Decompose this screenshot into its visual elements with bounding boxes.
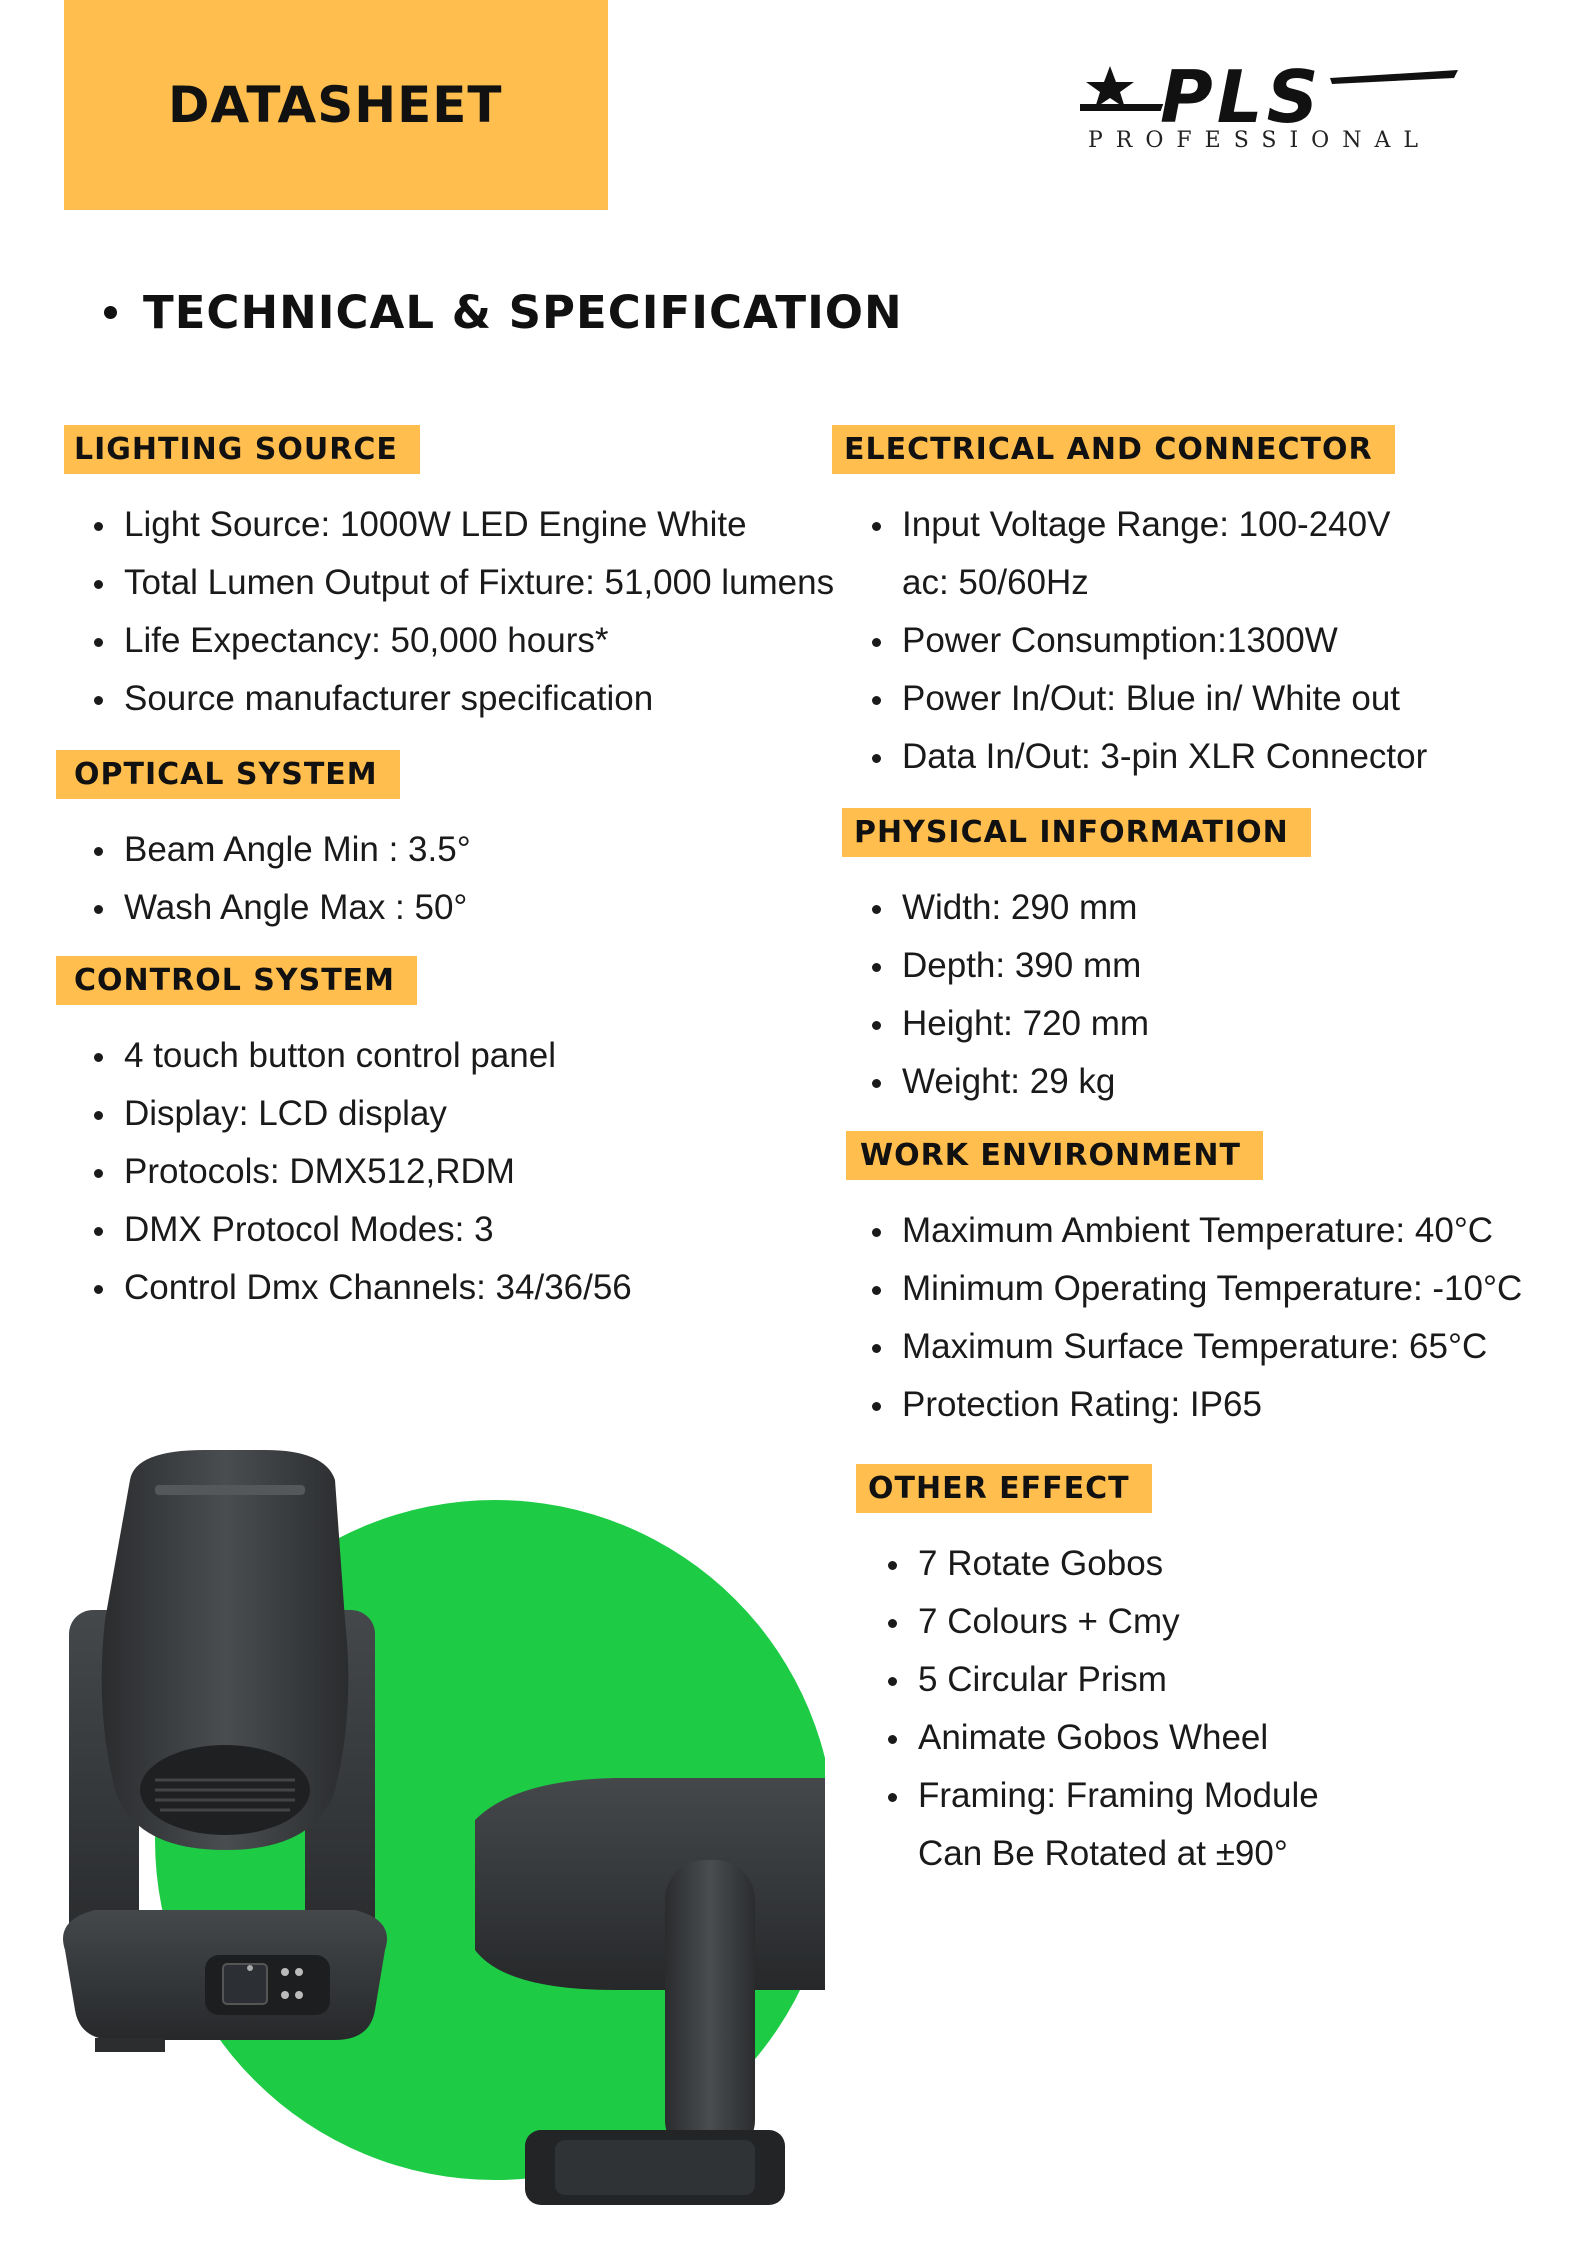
list-item: Wash Angle Max : 50°	[90, 879, 471, 937]
section-label: OPTICAL SYSTEM	[56, 750, 400, 799]
list-item: Depth: 390 mm	[868, 937, 1311, 995]
list-item: Display: LCD display	[90, 1085, 632, 1143]
section-electrical	[832, 425, 1427, 786]
spec-list	[90, 821, 471, 937]
section-physical	[842, 808, 1311, 1111]
list-item: Protection Rating: IP65	[868, 1376, 1522, 1434]
heading-bullet	[104, 306, 117, 319]
list-item: DMX Protocol Modes: 3	[90, 1201, 632, 1259]
spec-list	[868, 879, 1311, 1111]
list-item: Animate Gobos Wheel	[884, 1709, 1319, 1767]
list-item: Beam Angle Min : 3.5°	[90, 821, 471, 879]
list-item: Protocols: DMX512,RDM	[90, 1143, 632, 1201]
list-item: 4 touch button control panel	[90, 1027, 632, 1085]
list-item: Data In/Out: 3-pin XLR Connector	[868, 728, 1427, 786]
spec-list	[868, 1202, 1522, 1434]
spec-list	[868, 496, 1427, 786]
list-item: Input Voltage Range: 100-240V	[868, 496, 1427, 554]
list-item: Power In/Out: Blue in/ White out	[868, 670, 1427, 728]
list-item: 7 Colours + Cmy	[884, 1593, 1319, 1651]
spec-list	[90, 1027, 632, 1317]
logo-professional-text: PROFESSIONAL	[1088, 128, 1431, 153]
section-control-system	[56, 956, 632, 1317]
spec-list	[90, 496, 834, 728]
list-item: Height: 720 mm	[868, 995, 1311, 1053]
section-other-effect	[856, 1464, 1319, 1883]
list-item: Power Consumption:1300W	[868, 612, 1427, 670]
section-label: LIGHTING SOURCE	[64, 425, 420, 474]
page-title: DATASHEET	[168, 76, 503, 134]
list-item: 5 Circular Prism	[884, 1651, 1319, 1709]
main-heading	[104, 286, 903, 339]
spec-list	[884, 1535, 1319, 1883]
list-item: Source manufacturer specification	[90, 670, 834, 728]
section-work-environment	[846, 1131, 1522, 1434]
list-item: Life Expectancy: 50,000 hours*	[90, 612, 834, 670]
section-label: PHYSICAL INFORMATION	[842, 808, 1311, 857]
section-label: CONTROL SYSTEM	[56, 956, 417, 1005]
pls-logo-mark	[1080, 58, 1460, 128]
brand-logo	[1080, 58, 1460, 158]
section-label: WORK ENVIRONMENT	[846, 1131, 1263, 1180]
list-item: Maximum Surface Temperature: 65°C	[868, 1318, 1522, 1376]
section-lighting-source	[64, 425, 834, 728]
list-item: Total Lumen Output of Fixture: 51,000 lumens	[90, 554, 834, 612]
product-image	[55, 1450, 855, 2210]
main-heading-text: TECHNICAL & SPECIFICATION	[143, 286, 903, 339]
list-item: Maximum Ambient Temperature: 40°C	[868, 1202, 1522, 1260]
list-item: Light Source: 1000W LED Engine White	[90, 496, 834, 554]
moving-head-fixture-illustration	[55, 1450, 855, 2210]
section-optical-system	[56, 750, 471, 937]
header-banner	[64, 0, 608, 210]
svg-text:PLS: PLS	[1160, 58, 1323, 128]
list-item: Control Dmx Channels: 34/36/56	[90, 1259, 632, 1317]
list-item: Framing: Framing Module	[884, 1767, 1319, 1825]
list-item: Width: 290 mm	[868, 879, 1311, 937]
section-label: OTHER EFFECT	[856, 1464, 1152, 1513]
section-label: ELECTRICAL AND CONNECTOR	[832, 425, 1395, 474]
list-item-continued: Can Be Rotated at ±90°	[918, 1834, 1288, 1873]
list-item: Minimum Operating Temperature: -10°C	[868, 1260, 1522, 1318]
list-item: 7 Rotate Gobos	[884, 1535, 1319, 1593]
list-item-continued: ac: 50/60Hz	[902, 563, 1089, 602]
list-item: Weight: 29 kg	[868, 1053, 1311, 1111]
